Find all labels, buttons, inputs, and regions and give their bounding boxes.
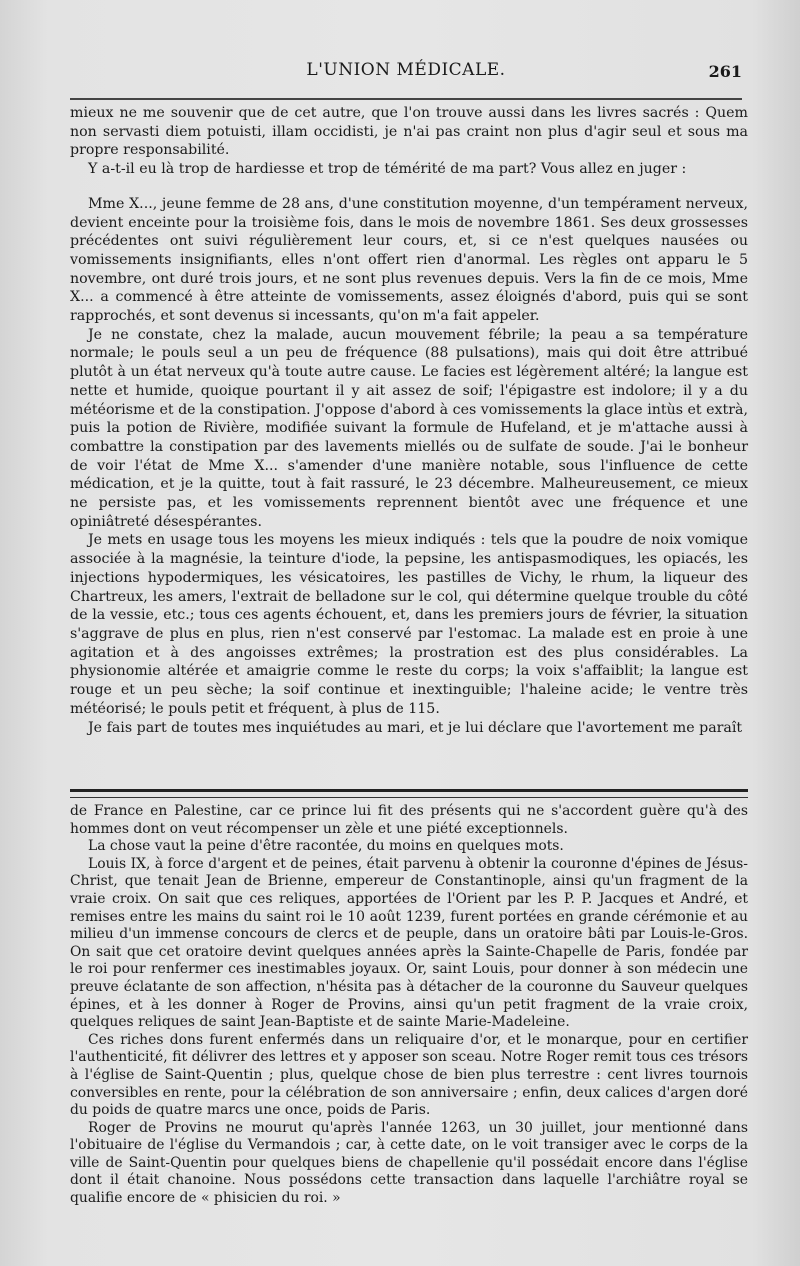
main-text — [70, 104, 748, 737]
footnote-paragraph: Roger de Provins ne mourut qu'après l'année 1263, un 30 juillet, jour mentionné dans l'obituaire de l'église du Vermandois ; car, à cette date, on le voit transiger avec le corps de la ville de Saint-Quentin pour quelques biens de chapellenie qu'il possédait encore dans l'église dont il était chanoine. Nous possédons cette transaction dans laquelle l'archiâtre royal se qualifie encore de « phisicien du roi. » — [70, 1119, 748, 1207]
paragraph: Je ne constate, chez la malade, aucun mouvement fébrile; la peau a sa température normale; le pouls seul a un peu de fréquence (88 pulsations), mais qui doit être attribué plutôt à un état nerveux qu'à toute autre cause. Le facies est légèrement altéré; la langue est nette et humide, quoique pourtant il y ait assez de soif; l'épigastre est indolore; il y a du météorisme et de la constipation. J'oppose d'abord à ces vomissements la glace intùs et extrà, puis la potion de Rivière, modifiée suivant la formule de Hufeland, et je m'attache aussi à combattre la constipation par des lavements miellés ou de sulfate de soude. J'ai le bonheur de voir l'état de Mme X... s'amender d'une manière notable, sous l'influence de cette médication, et je la quitte, tout à fait rassuré, le 23 décembre. Malheureusement, ce mieux ne persiste pas, et les vomissements reprennent bientôt avec une fréquence et une opiniâtreté désespérantes. — [70, 326, 748, 530]
footnote-paragraph: Louis IX, à force d'argent et de peines, était parvenu à obtenir la couronne d'épines de Jésus-Christ, que tenait Jean de Brienne, empereur de Constantinople, ainsi qu'un fragment de la vraie croix. On sait que ces reliques, apportées de l'Orient par les P. P. Jacques et André, et remises entre les mains du saint roi le 10 août 1239, furent portées en grande cérémonie et au milieu d'un immense concours de clercs et de peuple, dans un oratoire bâti par Louis-le-Gros. On sait que cet oratoire devint quelques années après la Sainte-Chapelle de Paris, fondée par le roi pour renfermer ces inestimables joyaux. Or, saint Louis, pour donner à son médecin une preuve éclatante de son affection, n'hésita pas à détacher de la couronne du Sauveur quelques épines, et à les donner à Roger de Provins, ainsi qu'un petit fragment de la vraie croix, quelques reliques de saint Jean-Baptiste et de sainte Marie-Madeleine. — [70, 855, 748, 1031]
page-header — [70, 60, 742, 86]
footnote-paragraph: de France en Palestine, car ce prince lui fit des présents qui ne s'accordent guère qu'à des hommes dont on veut récompenser un zèle et une piété exceptionnels. — [70, 803, 748, 837]
paragraph: mieux ne me souvenir que de cet autre, que l'on trouve aussi dans les livres sacrés : Quem non servasti diem potuisti, illam occidisti, je n'ai pas craint non plus d'agir seul et sous ma propre responsabilité. — [70, 105, 748, 159]
running-title: L'UNION MÉDICALE. — [306, 60, 506, 80]
footnote-paragraph: Ces riches dons furent enfermés dans un reliquaire d'or, et le monarque, pour en certifier l'authenticité, fit délivrer des lettres et y apposer son sceau. Notre Roger remit tous ces trésors à l'église de Saint-Quentin ; plus, quelque chose de bien plus terrestre : cent livres tournois conversibles en rente, pour la célébration de son anniversaire ; enfin, deux calices d'argen doré du poids de quatre marcs une once, poids de Paris. — [70, 1031, 748, 1119]
footnote-text — [70, 803, 748, 1208]
footnote-separator — [70, 789, 748, 798]
page-number: 261 — [708, 62, 742, 81]
header-rule — [70, 98, 742, 100]
paragraph: Y a-t-il eu là trop de hardiesse et trop de témérité de ma part? Vous allez en juger : — [88, 161, 687, 178]
paragraph: Mme X..., jeune femme de 28 ans, d'une constitution moyenne, d'un tempérament nerveux, devient enceinte pour la troisième fois, dans le mois de novembre 1861. Ses deux grossesses précédentes ont suivi régulièrement leur cours, et, si ce n'est quelques nausées ou vomissements insignifiants, elles n'ont offert rien d'anormal. Les règles ont apparu le 5 novembre, ont duré trois jours, et ne sont plus revenues depuis. Vers la fin de ce mois, Mme X... a commencé à être atteinte de vomissements, assez éloignés d'abord, puis qui se sont rapprochés, et sont devenus si incessants, qu'on m'a fait appeler. — [70, 195, 748, 325]
paragraph: Je mets en usage tous les moyens les mieux indiqués : tels que la poudre de noix vomique associée à la magnésie, la teinture d'iode, la pepsine, les antispasmodiques, les opiacés, les injections hypodermiques, les vésicatoires, les pastilles de Vichy, le rhum, la liqueur des Chartreux, les amers, l'extrait de belladone sur le col, qui détermine quelque trouble du côté de la vessie, etc.; tous ces agents échouent, et, dans les premiers jours de février, la situation s'aggrave de plus en plus, rien n'est conservé par l'estomac. La malade est en proie à une agitation et à des angoisses extrêmes; la prostration est des plus considérables. La physionomie altérée et amaigrie comme le reste du corps; la voix s'affaiblit; la langue est rouge et un peu sèche; la soif continue et inextinguible; l'haleine acide; le ventre très météorisé; le pouls petit et fréquent, à plus de 115. — [70, 532, 748, 717]
paragraph: Je fais part de toutes mes inquiétudes au mari, et je lui déclare que l'avortement me paraît — [88, 719, 743, 736]
footnote-paragraph: La chose vaut la peine d'être racontée, du moins en quelques mots. — [88, 838, 564, 855]
